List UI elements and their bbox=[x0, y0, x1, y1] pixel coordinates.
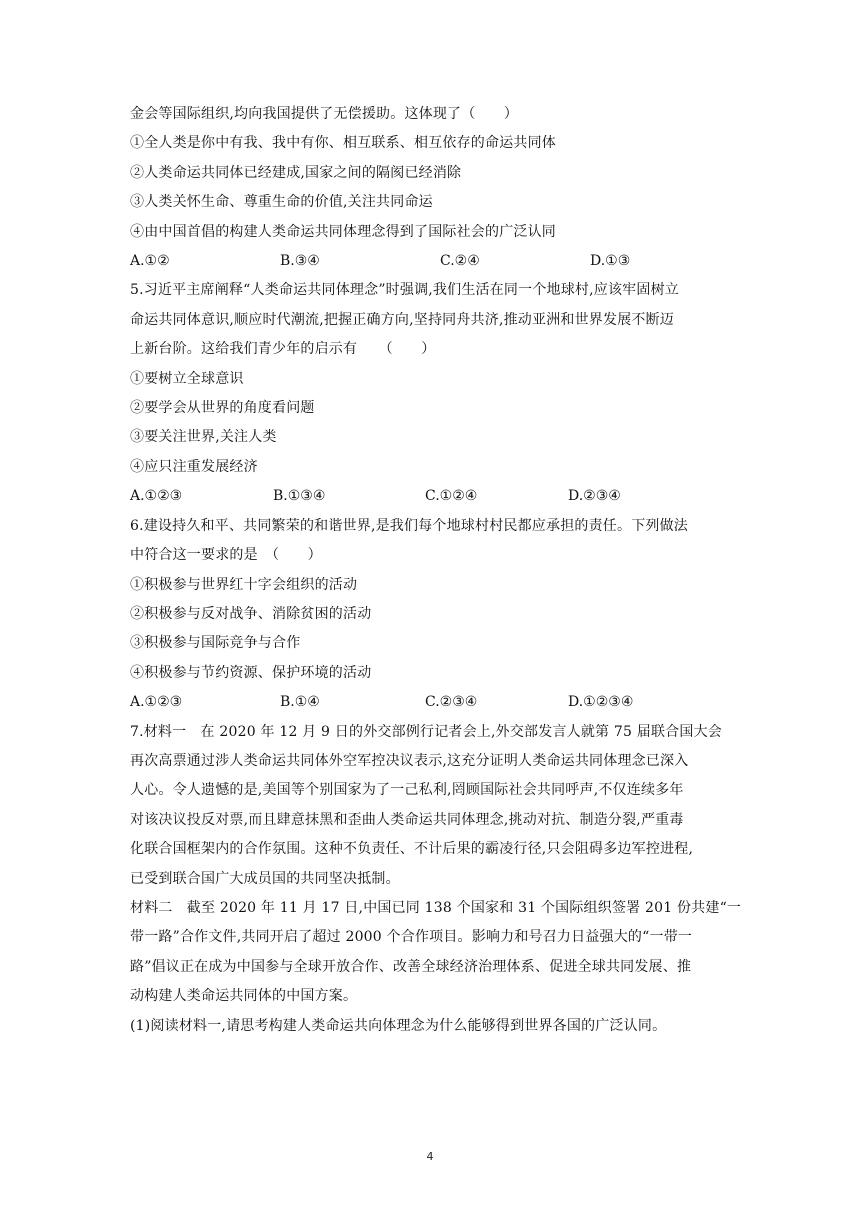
q5-item-2: ②要学会从世界的角度看问题 bbox=[130, 400, 315, 417]
q7-material1-line-4: 对该决议投反对票,而且肆意抹黑和歪曲人类命运共同体理念,挑动对抗、制造分裂,严重毒 bbox=[130, 811, 684, 828]
q7-subquestion-1: (1)阅读材料一,请思考构建人类命运共向体理念为什么能够得到世界各国的广泛认同。 bbox=[130, 1017, 667, 1034]
q5-option-b: B.①③④ bbox=[273, 488, 326, 505]
q6-option-c: C.②③④ bbox=[425, 694, 478, 711]
q5-stem-line-1: 5.习近平主席阐释“人类命运共同体理念”时强调,我们生活在同一个地球村,应该牢固树立 bbox=[130, 282, 679, 299]
q4-item-1: ①全人类是你中有我、我中有你、相互联系、相互依存的命运共同体 bbox=[130, 135, 556, 152]
q6-stem-line-1: 6.建设持久和平、共同繁荣的和谐世界,是我们每个地球村村民都应承担的责任。下列做法 bbox=[130, 517, 689, 534]
q7-material2-line-4: 动构建人类命运共同体的中国方案。 bbox=[130, 988, 358, 1005]
q7-material2-line-1: 材料二 截至 2020 年 11 月 17 日,中国已同 138 个国家和 31 个国际组织签署 201 份共建“一 bbox=[130, 899, 742, 916]
q5-option-d: D.②③④ bbox=[568, 488, 621, 505]
exam-page-body bbox=[130, 100, 742, 1041]
q7-material2-line-2: 带一路”合作文件,共同开启了超过 2000 个合作项目。影响力和号召力日益强大的“一带一 bbox=[130, 929, 693, 946]
q6-option-d: D.①②③④ bbox=[568, 694, 634, 711]
q7-material2-line-3: 路”倡议正在成为中国参与全球开放合作、改善全球经济治理体系、促进全球共同发展、推 bbox=[130, 958, 692, 975]
q7-material1-line-1: 7.材料一 在 2020 年 12 月 9 日的外交部例行记者会上,外交部发言人就第 75 届联合国大会 bbox=[130, 723, 722, 740]
q7-material1-line-3: 人心。令人遗憾的是,美国等个别国家为了一己私利,罔顾国际社会共同呼声,不仅连续多年 bbox=[130, 782, 684, 799]
q5-item-1: ①要树立全球意识 bbox=[130, 370, 244, 387]
q6-option-b: B.①④ bbox=[280, 694, 320, 711]
q4-options bbox=[130, 247, 730, 276]
q6-item-2: ②积极参与反对战争、消除贫困的活动 bbox=[130, 605, 372, 622]
q4-stem-end: 金会等国际组织,均向我国提供了无偿援助。这体现了（ ） bbox=[130, 106, 519, 122]
q5-option-c: C.①②④ bbox=[425, 488, 478, 505]
q6-options bbox=[130, 688, 730, 717]
q5-stem-line-3: 上新台阶。这给我们青少年的启示有 （ ） bbox=[130, 341, 436, 358]
q5-item-4: ④应只注重发展经济 bbox=[130, 458, 258, 475]
page-number: 4 bbox=[426, 1150, 434, 1163]
q5-options bbox=[130, 482, 730, 511]
q6-item-3: ③积极参与国际竞争与合作 bbox=[130, 635, 301, 652]
q5-item-3: ③要关注世界,关注人类 bbox=[130, 429, 277, 446]
q4-option-b: B.③④ bbox=[280, 253, 320, 270]
q6-item-1: ①积极参与世界红十字会组织的活动 bbox=[130, 576, 358, 593]
q4-option-a: A.①② bbox=[130, 253, 170, 270]
q4-item-2: ②人类命运共同体已经建成,国家之间的隔阂已经消除 bbox=[130, 164, 462, 181]
q6-option-a: A.①②③ bbox=[130, 694, 183, 711]
q7-material1-line-2: 再次高票通过涉人类命运共同体外空军控决议表示,这充分证明人类命运共同体理念已深入 bbox=[130, 752, 689, 769]
q5-stem-line-2: 命运共同体意识,顺应时代潮流,把握正确方向,坚持同舟共济,推动亚洲和世界发展不断迈 bbox=[130, 311, 674, 328]
q7-material1-line-6: 已受到联合国广大成员国的共同坚决抵制。 bbox=[130, 870, 400, 887]
q6-item-4: ④积极参与节约资源、保护环境的活动 bbox=[130, 664, 372, 681]
q4-item-4: ④由中国首倡的构建人类命运共同体理念得到了国际社会的广泛认同 bbox=[130, 223, 556, 240]
q5-option-a: A.①②③ bbox=[130, 488, 183, 505]
q4-option-d: D.①③ bbox=[590, 253, 631, 270]
q4-option-c: C.②④ bbox=[440, 253, 480, 270]
q7-material1-line-5: 化联合国框架内的合作氛围。这种不负责任、不计后果的霸凌行径,只会阻碍多边军控进程, bbox=[130, 841, 694, 858]
q6-stem-line-2: 中符合这一要求的是 （ ） bbox=[130, 547, 322, 564]
q4-item-3: ③人类关怀生命、尊重生命的价值,关注共同命运 bbox=[130, 194, 433, 211]
